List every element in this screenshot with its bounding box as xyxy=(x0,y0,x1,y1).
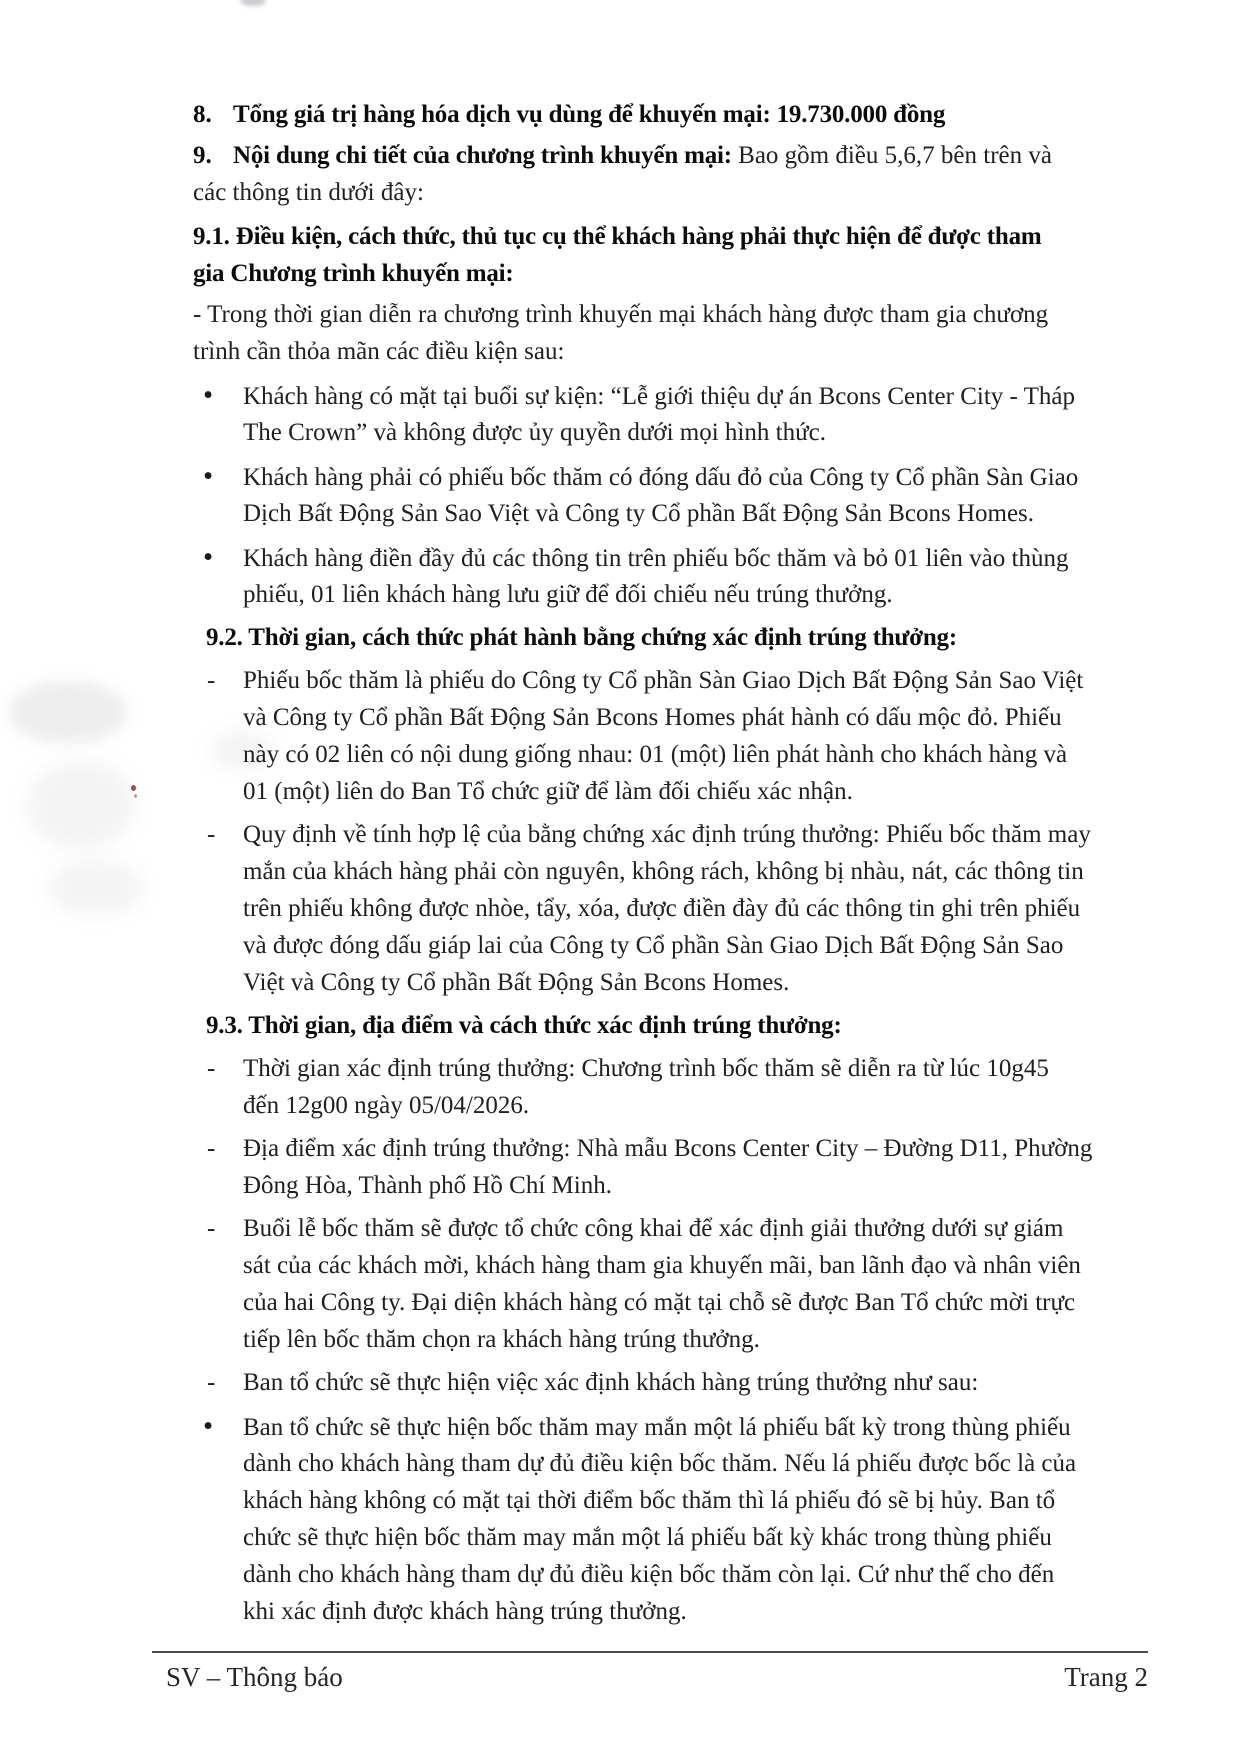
body-text: Thời gian xác định trúng thưởng: Chương trình bốc thăm sẽ diễn ra từ lúc 10g45 xyxy=(243,1055,1049,1082)
body-text: và Công ty Cổ phần Bất Động Sản Bcons Homes phát hành có dấu mộc đỏ. Phiếu xyxy=(243,704,1062,731)
dash-item xyxy=(193,1364,1153,1401)
body-text: Khách hàng có mặt tại buổi sự kiện: “Lễ giới thiệu dự án Bcons Center City - Tháp xyxy=(243,383,1076,410)
numbered-item xyxy=(193,96,1153,133)
body-text: dành cho khách hàng tham dự đủ điều kiện bốc thăm. Nếu lá phiếu được bốc là của xyxy=(243,1450,1077,1477)
text-line xyxy=(193,333,1153,370)
bullet-marker-icon: • xyxy=(203,1410,214,1442)
text-line xyxy=(193,96,1153,133)
body-text: The Crown” và không được ủy quyền dưới mọi hình thức. xyxy=(243,419,826,446)
text-line xyxy=(193,218,1153,255)
text-line xyxy=(193,1167,1153,1204)
bold-text: gia Chương trình khuyến mại: xyxy=(193,260,514,287)
scan-artifact xyxy=(8,680,128,744)
dash-item xyxy=(193,816,1153,1001)
text-line xyxy=(193,255,1153,292)
text-line xyxy=(193,699,1153,736)
dash-item xyxy=(193,1050,1153,1124)
text-line xyxy=(193,927,1153,964)
footer xyxy=(152,1660,1148,1694)
scan-artifact xyxy=(131,785,136,791)
body-text: phiếu, 01 liên khách hàng lưu giữ để đối chiếu nếu trúng thưởng. xyxy=(243,581,893,608)
body-text: Việt và Công ty Cổ phần Bất Động Sản Bcons Homes. xyxy=(243,969,790,996)
text-line xyxy=(193,296,1153,333)
body-text: Ban tổ chức sẽ thực hiện việc xác định khách hàng trúng thưởng như sau: xyxy=(243,1369,979,1396)
text-line xyxy=(193,1593,1153,1630)
section-heading xyxy=(206,1007,1153,1044)
text-line xyxy=(193,853,1153,890)
scan-artifact xyxy=(134,794,137,798)
dash-item xyxy=(193,1130,1153,1204)
text-line xyxy=(193,662,1153,699)
bullet-marker-icon: • xyxy=(203,460,214,492)
text-line xyxy=(193,816,1153,853)
text-line xyxy=(193,1247,1153,1284)
text-line xyxy=(193,1408,1153,1445)
body-text: trình cần thỏa mãn các điều kiện sau: xyxy=(193,338,565,365)
footer-page-number: Trang 2 xyxy=(1064,1662,1148,1692)
text-line xyxy=(193,1556,1153,1593)
bold-text: Nội dung chi tiết của chương trình khuyến mại: xyxy=(233,142,732,169)
body-text: Phiếu bốc thăm là phiếu do Công ty Cổ phần Sàn Giao Dịch Bất Động Sản Sao Việt xyxy=(243,667,1084,694)
text-line xyxy=(193,890,1153,927)
bullet-item xyxy=(193,458,1153,532)
bold-text: 9.2. Thời gian, cách thức phát hành bằng chứng xác định trúng thưởng: xyxy=(206,624,957,651)
dash-marker: - xyxy=(207,1215,216,1242)
text-line xyxy=(193,174,1153,211)
body-text: Quy định về tính hợp lệ của bằng chứng xác định trúng thưởng: Phiếu bốc thăm may xyxy=(243,821,1091,848)
bullet-item xyxy=(193,377,1153,451)
bold-text: 9.1. Điều kiện, cách thức, thủ tục cụ thể khách hàng phải thực hiện để được tham xyxy=(193,223,1042,250)
body-text: dành cho khách hàng tham dự đủ điều kiện bốc thăm còn lại. Cứ như thế cho đến xyxy=(243,1561,1055,1588)
body-text: mắn của khách hàng phải còn nguyên, không rách, không bị nhàu, nát, các thông tin xyxy=(243,858,1084,885)
body-text: Địa điểm xác định trúng thưởng: Nhà mẫu Bcons Center City – Đường D11, Phường xyxy=(243,1135,1093,1162)
body-text: Dịch Bất Động Sản Sao Việt và Công ty Cổ phần Bất Động Sản Bcons Homes. xyxy=(243,500,1035,527)
footer-doc-label: SV – Thông báo xyxy=(166,1662,343,1692)
section-heading xyxy=(193,218,1153,292)
scan-artifact xyxy=(48,860,144,916)
dash-item xyxy=(193,1210,1153,1358)
text-line xyxy=(193,964,1153,1001)
document-body xyxy=(193,96,1153,1630)
body-text: Ban tổ chức sẽ thực hiện bốc thăm may mắn một lá phiếu bất kỳ trong thùng phiếu xyxy=(243,1414,1071,1441)
body-text: tiếp lên bốc thăm chọn ra khách hàng trúng thưởng. xyxy=(243,1326,760,1353)
body-text: Khách hàng điền đầy đủ các thông tin trên phiếu bốc thăm và bỏ 01 liên vào thùng xyxy=(243,545,1069,572)
body-text: Bao gồm điều 5,6,7 bên trên và xyxy=(731,142,1052,169)
text-line xyxy=(193,414,1153,451)
body-text: chức sẽ thực hiện bốc thăm may mắn một lá phiếu bất kỳ khác trong thùng phiếu xyxy=(243,1524,1052,1551)
bold-text: 9.3. Thời gian, địa điểm và cách thức xác định trúng thưởng: xyxy=(206,1012,842,1039)
text-line xyxy=(193,1050,1153,1087)
dash-marker: - xyxy=(207,1369,216,1396)
item-number: 9. xyxy=(193,142,212,169)
body-text: này có 02 liên có nội dung giống nhau: 01 (một) liên phát hành cho khách hàng và xyxy=(243,741,1068,768)
text-line xyxy=(193,773,1153,810)
dash-marker: - xyxy=(207,667,216,694)
bullet-item xyxy=(193,539,1153,613)
item-number: 8. xyxy=(193,101,212,128)
body-text: Đông Hòa, Thành phố Hồ Chí Minh. xyxy=(243,1172,612,1199)
body-text: 01 (một) liên do Ban Tổ chức giữ để làm đối chiếu xác nhận. xyxy=(243,778,853,805)
body-text: đến 12g00 ngày 05/04/2026. xyxy=(243,1092,530,1119)
numbered-item xyxy=(193,137,1153,211)
text-line xyxy=(193,1364,1153,1401)
dash-marker: - xyxy=(207,1135,216,1162)
text-line xyxy=(206,1007,1153,1044)
bullet-item xyxy=(193,1408,1153,1630)
bullet-marker-icon: • xyxy=(203,541,214,573)
text-line xyxy=(193,576,1153,613)
body-text: Buổi lễ bốc thăm sẽ được tổ chức công khai để xác định giải thưởng dưới sự giám xyxy=(243,1215,1064,1242)
text-line xyxy=(193,539,1153,576)
body-text: và được đóng dấu giáp lai của Công ty Cổ phần Sàn Giao Dịch Bất Động Sản Sao xyxy=(243,932,1064,959)
text-line xyxy=(193,1210,1153,1247)
text-line xyxy=(193,736,1153,773)
dash-marker: - xyxy=(207,1055,216,1082)
body-text: khách hàng không có mặt tại thời điểm bốc thăm thì lá phiếu đó sẽ bị hủy. Ban tổ xyxy=(243,1487,1056,1514)
dash-marker: - xyxy=(207,821,216,848)
text-line xyxy=(206,619,1153,656)
body-text: các thông tin dưới đây: xyxy=(193,179,424,206)
paragraph xyxy=(193,296,1153,370)
footer-divider xyxy=(152,1651,1148,1653)
section-heading xyxy=(206,619,1153,656)
text-line xyxy=(193,1130,1153,1167)
body-text: sát của các khách mời, khách hàng tham gia khuyến mãi, ban lãnh đạo và nhân viên xyxy=(243,1252,1081,1279)
text-line xyxy=(193,377,1153,414)
bold-text: Tổng giá trị hàng hóa dịch vụ dùng để khuyến mại: 19.730.000 đồng xyxy=(233,101,946,128)
dash-item xyxy=(193,662,1153,810)
body-text: khi xác định được khách hàng trúng thưởng. xyxy=(243,1598,687,1625)
text-line xyxy=(193,1284,1153,1321)
text-line xyxy=(193,1321,1153,1358)
text-line xyxy=(193,1087,1153,1124)
scan-artifact xyxy=(240,0,266,6)
text-line xyxy=(193,458,1153,495)
bullet-marker-icon: • xyxy=(203,379,214,411)
text-line xyxy=(193,1519,1153,1556)
text-line xyxy=(193,1482,1153,1519)
text-line xyxy=(193,495,1153,532)
text-line xyxy=(193,137,1153,174)
body-text: - Trong thời gian diễn ra chương trình khuyến mại khách hàng được tham gia chương xyxy=(193,301,1049,328)
body-text: trên phiếu không được nhòe, tẩy, xóa, được điền đày đủ các thông tin ghi trên phiếu xyxy=(243,895,1081,922)
scan-artifact xyxy=(26,760,136,850)
body-text: của hai Công ty. Đại diện khách hàng có mặt tại chỗ sẽ được Ban Tổ chức mời trực xyxy=(243,1289,1076,1316)
text-line xyxy=(193,1445,1153,1482)
body-text: Khách hàng phải có phiếu bốc thăm có đóng dấu đỏ của Công ty Cổ phần Sàn Giao xyxy=(243,464,1079,491)
